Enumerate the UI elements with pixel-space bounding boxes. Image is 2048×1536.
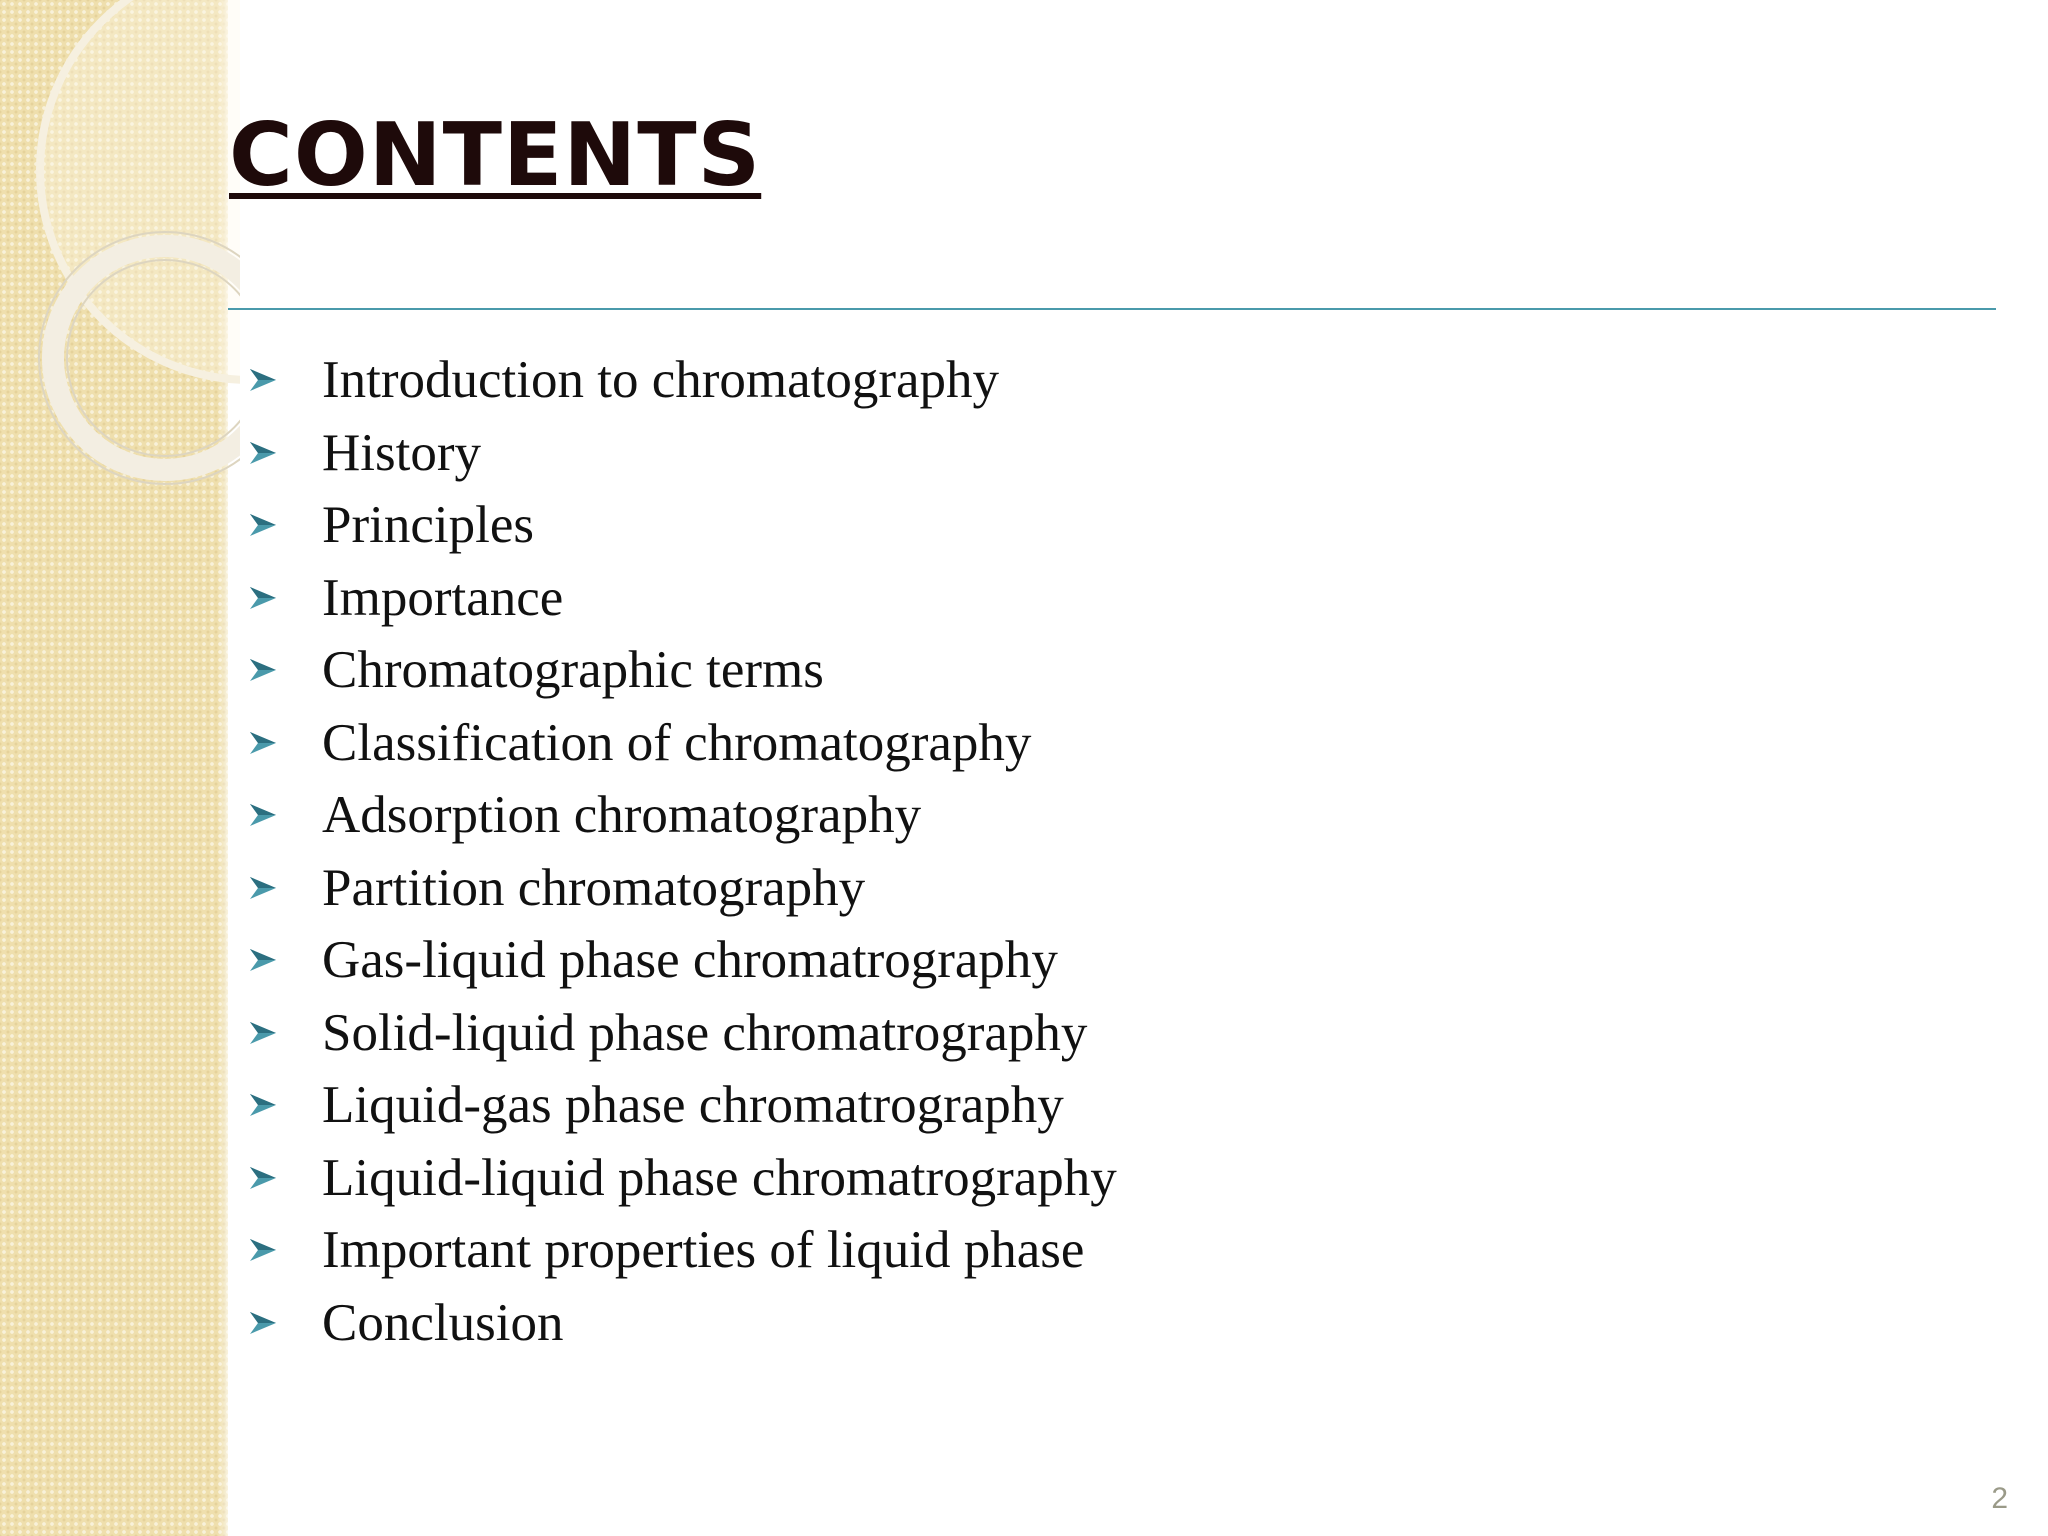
arrow-bullet-icon	[246, 1233, 280, 1267]
list-item	[246, 562, 1117, 635]
list-item	[246, 707, 1117, 780]
list-item-label: Gas-liquid phase chromatrography	[322, 931, 1058, 990]
arrow-bullet-icon	[246, 1088, 280, 1122]
list-item	[246, 852, 1117, 925]
list-item-label: History	[322, 423, 481, 482]
page-number: 2	[1991, 1482, 2008, 1515]
arrow-bullet-icon	[246, 436, 280, 470]
decorative-rings-icon	[0, 0, 240, 520]
arrow-bullet-icon	[246, 363, 280, 397]
arrow-bullet-icon	[246, 653, 280, 687]
list-item	[246, 779, 1117, 852]
arrow-bullet-icon	[246, 871, 280, 905]
list-item	[246, 997, 1117, 1070]
arrow-bullet-icon	[246, 798, 280, 832]
list-item-label: Liquid-liquid phase chromatrography	[322, 1148, 1117, 1207]
list-item-label: Importance	[322, 568, 564, 627]
list-item	[246, 1069, 1117, 1142]
list-item	[246, 1287, 1117, 1360]
list-item-label: Conclusion	[322, 1293, 564, 1352]
arrow-bullet-icon	[246, 1161, 280, 1195]
arrow-bullet-icon	[246, 508, 280, 542]
list-item-label: Partition chromatography	[322, 858, 866, 917]
list-item	[246, 489, 1117, 562]
slide-title: CONTENTS	[229, 104, 762, 206]
contents-list	[246, 344, 1117, 1359]
list-item-label: Important properties of liquid phase	[322, 1221, 1085, 1280]
arrow-bullet-icon	[246, 726, 280, 760]
list-item-label: Adsorption chromatography	[322, 786, 922, 845]
arrow-bullet-icon	[246, 943, 280, 977]
list-item-label: Introduction to chromatography	[322, 351, 1000, 410]
list-item-label: Principles	[322, 496, 534, 555]
list-item-label: Liquid-gas phase chromatrography	[322, 1076, 1064, 1135]
arrow-bullet-icon	[246, 1016, 280, 1050]
list-item	[246, 1214, 1117, 1287]
list-item-label: Solid-liquid phase chromatrography	[322, 1003, 1088, 1062]
arrow-bullet-icon	[246, 581, 280, 615]
list-item-label: Classification of chromatography	[322, 713, 1032, 772]
list-item	[246, 344, 1117, 417]
list-item-label: Chromatographic terms	[322, 641, 824, 700]
list-item	[246, 634, 1117, 707]
arrow-bullet-icon	[246, 1306, 280, 1340]
title-divider	[228, 308, 1996, 310]
list-item	[246, 1142, 1117, 1215]
list-item	[246, 924, 1117, 997]
list-item	[246, 417, 1117, 490]
